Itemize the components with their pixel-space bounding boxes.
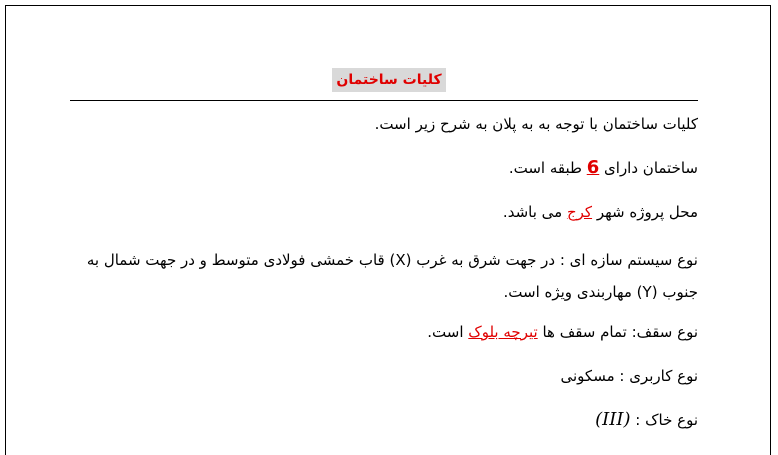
soil-line <box>70 408 698 432</box>
roof-value: تیرچه بلوک <box>468 323 538 341</box>
title-wrap <box>6 68 772 92</box>
soil-value: (III) <box>595 409 631 430</box>
roof-after: است. <box>427 323 469 341</box>
structural-system-line <box>70 244 698 308</box>
content-body <box>70 112 698 452</box>
floors-line <box>70 156 698 180</box>
floors-after: طبقه است. <box>508 159 587 177</box>
location-after: می باشد. <box>502 203 567 221</box>
floors-before: ساختمان دارای <box>599 159 698 177</box>
document-page <box>5 5 771 455</box>
usage-line <box>70 364 698 388</box>
roof-before: نوع سقف: تمام سقف ها <box>537 323 698 341</box>
title-rule <box>70 100 698 101</box>
location-line <box>70 200 698 224</box>
roof-line <box>70 320 698 344</box>
usage-text: نوع کاربری : مسکونی <box>560 367 698 385</box>
intro-text: کلیات ساختمان با توجه به به پلان به شرح زیر است. <box>374 115 698 133</box>
structural-system-text: نوع سیستم سازه ای : در جهت شرق به غرب (X) قاب خمشی فولادی متوسط و در جهت شمال به جنوب (Y) مهاربندی ویژه است. <box>86 251 698 301</box>
location-value: کرج <box>566 203 593 221</box>
section-title: کلیات ساختمان <box>332 68 445 92</box>
location-before: محل پروژه شهر <box>592 203 698 221</box>
soil-label: نوع خاک : <box>630 411 698 429</box>
floors-value: 6 <box>586 157 600 178</box>
intro-line <box>70 112 698 136</box>
